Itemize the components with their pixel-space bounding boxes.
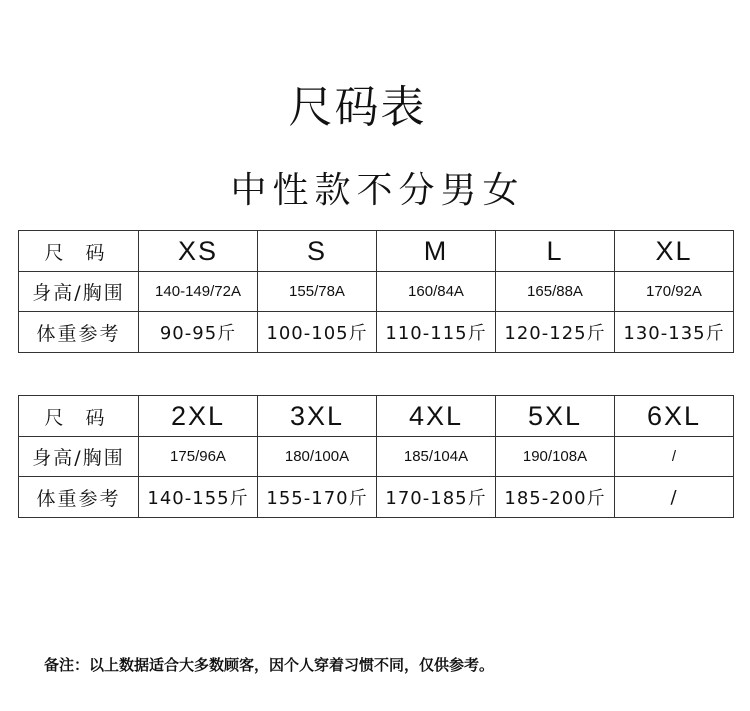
size-cell: XS — [139, 231, 258, 272]
size-cell: L — [496, 231, 615, 272]
row-label-weight: 体重参考 — [19, 477, 139, 518]
table-row — [19, 437, 734, 477]
height-bust-cell: 185/104A — [377, 437, 496, 477]
weight-cell: / — [615, 477, 734, 518]
size-cell: 3XL — [258, 396, 377, 437]
size-cell: XL — [615, 231, 734, 272]
weight-cell: 120-125斤 — [496, 312, 615, 353]
size-cell: 5XL — [496, 396, 615, 437]
height-bust-cell: / — [615, 437, 734, 477]
height-bust-cell: 160/84A — [377, 272, 496, 312]
height-bust-cell: 140-149/72A — [139, 272, 258, 312]
page-subtitle: 中性款不分男女 — [230, 170, 525, 211]
height-bust-cell: 180/100A — [258, 437, 377, 477]
height-bust-cell: 165/88A — [496, 272, 615, 312]
row-label-height-bust: 身高/胸围 — [19, 437, 139, 477]
table-row — [19, 312, 734, 353]
size-table-2 — [18, 395, 734, 518]
weight-cell: 170-185斤 — [377, 477, 496, 518]
table-row — [19, 477, 734, 518]
height-bust-cell: 170/92A — [615, 272, 734, 312]
row-label-weight: 体重参考 — [19, 312, 139, 353]
size-cell: 4XL — [377, 396, 496, 437]
row-label-size: 尺 码 — [19, 231, 139, 272]
size-cell: 2XL — [139, 396, 258, 437]
weight-cell: 110-115斤 — [377, 312, 496, 353]
row-label-size: 尺 码 — [19, 396, 139, 437]
size-cell: S — [258, 231, 377, 272]
height-bust-cell: 175/96A — [139, 437, 258, 477]
weight-cell: 185-200斤 — [496, 477, 615, 518]
table-row — [19, 272, 734, 312]
table-row — [19, 231, 734, 272]
table-row — [19, 396, 734, 437]
weight-cell: 100-105斤 — [258, 312, 377, 353]
weight-cell: 140-155斤 — [139, 477, 258, 518]
weight-cell: 130-135斤 — [615, 312, 734, 353]
footnote: 备注：以上数据适合大多数顾客，因个人穿着习惯不同，仅供参考。 — [44, 656, 495, 674]
row-label-height-bust: 身高/胸围 — [19, 272, 139, 312]
size-table-1 — [18, 230, 734, 353]
page-title: 尺码表 — [288, 82, 427, 133]
height-bust-cell: 190/108A — [496, 437, 615, 477]
size-cell: 6XL — [615, 396, 734, 437]
size-cell: M — [377, 231, 496, 272]
weight-cell: 90-95斤 — [139, 312, 258, 353]
weight-cell: 155-170斤 — [258, 477, 377, 518]
height-bust-cell: 155/78A — [258, 272, 377, 312]
